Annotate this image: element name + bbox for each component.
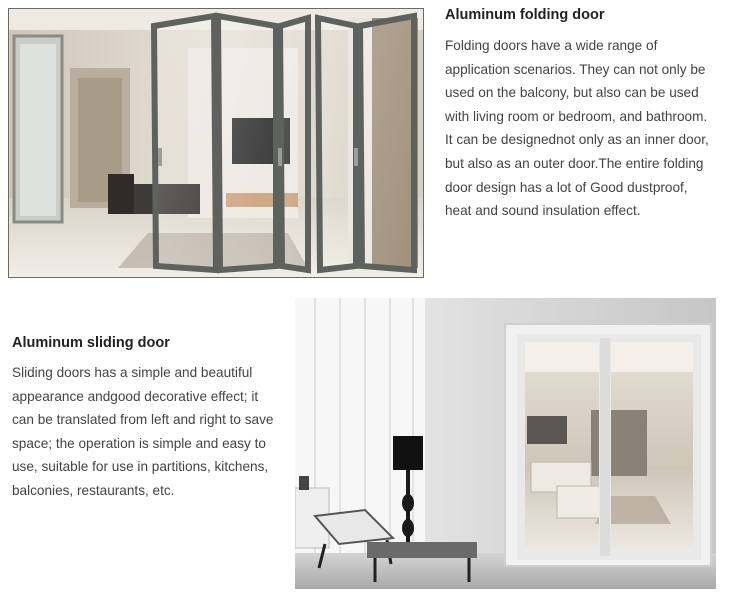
sliding-desc-line: use, suitable for use in partitions, kitchens, bbox=[12, 459, 269, 475]
sliding-door-title: Aluminum sliding door bbox=[12, 335, 170, 351]
sliding-desc-line: appearance andgood decorative effect; it bbox=[12, 388, 259, 404]
folding-door-photo bbox=[8, 8, 424, 278]
folding-desc-line: with living room or bedroom, and bathroom. bbox=[445, 108, 708, 124]
sliding-door-description bbox=[12, 361, 273, 503]
folding-desc-line: application scenarios. They can not only be bbox=[445, 61, 706, 77]
folding-desc-line: door design has a lot of Good dustproof, bbox=[445, 179, 688, 195]
folding-desc-line: used on the balcony, but also can be used bbox=[445, 85, 699, 101]
sliding-desc-line: Sliding doors has a simple and beautiful bbox=[12, 365, 253, 380]
folding-desc-line: but also as an outer door.The entire folding bbox=[445, 155, 704, 171]
sliding-door-photo bbox=[295, 298, 716, 589]
sliding-desc-line: balconies, restaurants, etc. bbox=[12, 482, 175, 498]
sliding-desc-line: space; the operation is simple and easy to bbox=[12, 435, 266, 451]
folding-desc-line: It can be designednot only as an inner door, bbox=[445, 132, 709, 148]
folding-door-title: Aluminum folding door bbox=[445, 7, 605, 23]
folding-door-description bbox=[445, 34, 709, 223]
folding-desc-line: Folding doors have a wide range of bbox=[445, 38, 658, 53]
folding-desc-line: heat and sound insulation effect. bbox=[445, 203, 641, 219]
sliding-desc-line: can be translated from left and right to save bbox=[12, 412, 274, 428]
